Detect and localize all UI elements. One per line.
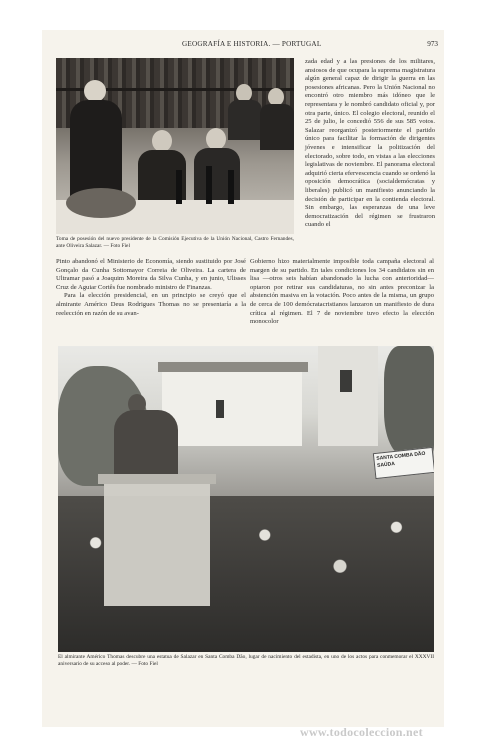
paragraph: Pinto abandonó el Ministerio de Economía, siendo sustituido por José Gonçalo da Cunha Sottomayor Correia de Oliveira. La cartera de Ultramar pasó a Joaquim Moreira da Silva Cunha, y en junio, Ulisses Cruz de Aguiar Cortês fue nombrado ministro de Finanzas. (56, 258, 246, 291)
photo-trees (384, 346, 434, 456)
photo-microphone (176, 170, 182, 204)
photo-bottom-caption: El almirante Américo Thomas descubre una estatua de Salazar en Santa Comba Dão, lugar de nacimiento del estadista, en uno de los actos para conmemorar el XXXVII aniversario de su acceso al poder. — Foto Fiel (58, 654, 434, 667)
photo-banner-text: SANTA COMBA DÃO SAÚDA (376, 450, 426, 469)
photo-microphone (206, 166, 212, 204)
photo-building-window (216, 400, 224, 418)
photo-figure-speaker (84, 80, 106, 102)
right-column-text (305, 58, 435, 230)
photo-microphone (228, 170, 234, 204)
photo-top-caption: Toma de posesión del nuevo presidente de la Comisión Ejecutiva de la Unión Nacional, Castro Fernandes, ante Oliveira Salazar. — Foto Fiel (56, 236, 294, 249)
photo-building-roof (158, 362, 308, 372)
photo-statue-body (114, 410, 178, 484)
photo-building-window (340, 370, 352, 392)
photo-figure-center (206, 128, 226, 150)
middle-column-text (250, 258, 434, 327)
photo-figure-right-body (260, 104, 294, 150)
running-header: GEOGRAFÍA E HISTORIA. — PORTUGAL (182, 40, 322, 48)
photo-statue-unveiling (58, 346, 434, 652)
photo-ceremony (56, 58, 294, 234)
photo-building-tower (318, 346, 378, 446)
photo-statue-pedestal-front (104, 496, 210, 606)
paragraph: Gobierno hizo materialmente imposible toda campaña electoral al margen de su partido. En tales condiciones los 34 candidatos sin en lisa —otros seis habían abandonado la lucha con anterioridad— optaron por retirar sus candidaturas, no sin antes preconizar la abstención masiva en la votación. Poco antes de la misma, un grupo de cerca de 100 demócratacristianos lanzaron un manifiesto de dura crítica al régimen. El 7 de noviembre tuvo efecto la elección monocolor (250, 258, 434, 326)
photo-statue-pedestal-top (98, 474, 216, 484)
photo-building (162, 366, 302, 446)
photo-figure-back-body (228, 100, 262, 140)
photo-banner (373, 447, 434, 479)
left-column-text (56, 258, 246, 318)
paragraph: Para la elección presidencial, en un principio se creyó que el almirante Américo Deus Rodrigues Thomas no se presentaría a la reelección en razón de su avan- (56, 292, 246, 317)
watermark: www.todocoleccion.net (300, 725, 423, 739)
paragraph: zada edad y a las presiones de los militares, ansiosos de que ocupara la suprema magistratura algún general capaz de dirigir la guerra en las posesiones africanas. Pero la Unión Nacional no encontró otro miembro más idóneo que le representara y le nombró candidato oficial y, por otra parte, único. El colegio electoral, reunido el 25 de julio, le concedió 556 de sus 585 votos. Salazar reorganizó posteriormente el partido único para facilitar la formación de dirigentes jóvenes e intensificar la politización del electorado, sobre todo, en vistas a las elecciones legislativas de noviembre. El panorama electoral adquirió cierta efervescencia cuando se ordenó la oposición democrática (socialdemócratas y liberales) publicó un manifiesto anunciando la decisión de participar en la contienda electoral. Sin embargo, las esperanzas de una leve democratización del régimen se frustraron cuando el (305, 58, 435, 229)
photo-flowers (66, 188, 136, 218)
page-number: 973 (427, 40, 438, 48)
photo-figure-seated (152, 130, 172, 152)
